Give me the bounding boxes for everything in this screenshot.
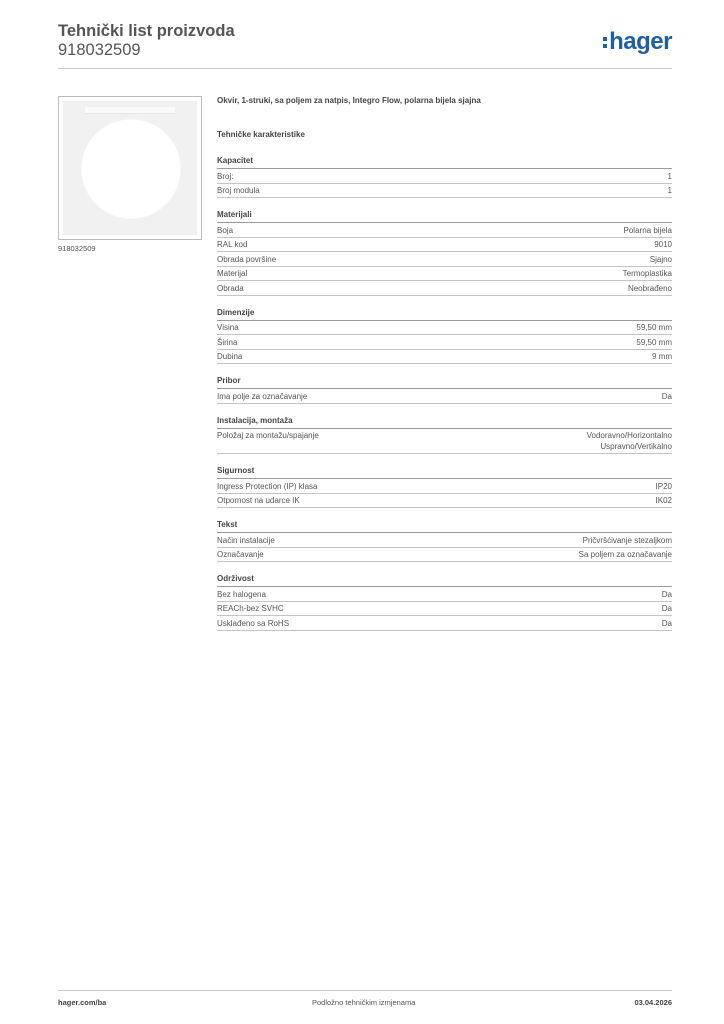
spec-value (662, 603, 672, 614)
image-caption: 918032509 (58, 244, 96, 253)
spec-value-line: IK02 (655, 496, 672, 505)
spec-content (217, 96, 672, 642)
spec-key: Otpornost na udarce IK (217, 496, 300, 505)
spec-row (217, 321, 672, 336)
spec-row (217, 335, 672, 350)
header-divider (58, 68, 672, 69)
section-title: Tekst (217, 519, 672, 533)
spec-row (217, 548, 672, 563)
section-title: Materijali (217, 209, 672, 223)
spec-section (217, 209, 672, 296)
spec-value (662, 618, 672, 629)
spec-section (217, 375, 672, 404)
spec-row (217, 602, 672, 617)
spec-subtitle: Tehničke karakteristike (217, 130, 305, 139)
spec-key: Način instalacije (217, 535, 275, 545)
footer-date: 03.04.2026 (634, 998, 672, 1007)
product-description: Okvir, 1-struki, sa poljem za natpis, Integro Flow, polarna bijela sjajna (217, 96, 481, 105)
page-title: Tehnički list proizvoda (58, 22, 235, 40)
spec-key: Ima polje za označavanje (217, 391, 308, 401)
label-field (85, 107, 175, 114)
footer-note: Podložno tehničkim izmjenama (312, 998, 416, 1007)
spec-value (579, 549, 672, 560)
spec-row (217, 494, 672, 509)
section-title: Dimenzije (217, 307, 672, 321)
spec-section (217, 573, 672, 631)
spec-value-line: 9010 (654, 240, 672, 249)
spec-key: RAL kod (217, 240, 248, 249)
spec-value-line: Termoplastika (622, 269, 672, 278)
spec-value (628, 283, 672, 294)
spec-section (217, 155, 672, 198)
spec-value-line: 59,50 mm (636, 337, 672, 347)
spec-value (650, 254, 672, 265)
spec-value (623, 268, 672, 279)
spec-key: Obrada (217, 283, 244, 293)
spec-value-line: Neobrađeno (627, 283, 672, 293)
spec-key: Položaj za montažu/spajanje (217, 431, 319, 440)
spec-value (583, 535, 672, 546)
hager-logo (603, 28, 672, 56)
spec-row (217, 429, 672, 455)
spec-row (217, 252, 672, 267)
spec-value (624, 225, 672, 236)
spec-key: Bez halogena (217, 589, 266, 599)
spec-value (652, 351, 672, 362)
spec-key: Broj: (217, 171, 234, 181)
spec-value-line: 1 (667, 186, 672, 195)
section-title: Kapacitet (217, 155, 672, 169)
spec-row (217, 587, 672, 602)
spec-value (587, 430, 672, 452)
spec-value (656, 481, 672, 492)
product-image (58, 96, 202, 240)
section-title: Sigurnost (217, 465, 672, 479)
spec-value (662, 391, 672, 402)
spec-row (217, 616, 672, 631)
spec-row (217, 350, 672, 365)
logo-text: hager (609, 28, 672, 55)
footer-divider (58, 990, 672, 991)
logo-dots-icon (603, 37, 607, 48)
spec-section (217, 519, 672, 562)
spec-value-line: Da (661, 391, 672, 401)
spec-key: Boja (217, 225, 234, 235)
section-title: Održivost (217, 573, 672, 587)
spec-value-line: Sa poljem za označavanje (578, 550, 672, 559)
spec-row (217, 533, 672, 548)
spec-value-line: Da (661, 589, 672, 599)
spec-section (217, 307, 672, 365)
spec-value (662, 589, 672, 600)
spec-value-line: 9 mm (652, 352, 672, 361)
spec-key: Usklađeno sa RoHS (217, 618, 290, 628)
spec-value-line: Pričvršćivanje stezaljkom (582, 535, 672, 545)
spec-value (656, 495, 672, 506)
spec-key: Označavanje (217, 550, 264, 559)
spec-value-line: Uspravno/Vertikalno (600, 442, 672, 451)
spec-value-line: 59,50 mm (636, 323, 672, 332)
spec-row (217, 184, 672, 199)
spec-key: Širina (217, 337, 238, 347)
footer-website: hager.com/ba (58, 998, 107, 1007)
product-code: 918032509 (58, 41, 141, 59)
spec-value-line: 1 (667, 171, 672, 181)
spec-sections (217, 155, 672, 631)
spec-row (217, 267, 672, 282)
spec-value-line: Sjajno (649, 254, 672, 264)
spec-section (217, 415, 672, 455)
spec-value (654, 239, 672, 250)
spec-value (636, 337, 672, 348)
spec-row (217, 281, 672, 296)
page-header (58, 22, 672, 60)
spec-row (217, 169, 672, 184)
spec-key: Dubina (217, 352, 243, 361)
spec-row (217, 238, 672, 253)
spec-key: REACh-bez SVHC (217, 604, 284, 613)
spec-value (668, 185, 672, 196)
spec-key: Visina (217, 323, 239, 332)
spec-value (636, 322, 672, 333)
spec-row (217, 223, 672, 238)
spec-key: Broj modula (217, 186, 260, 195)
frame-surface (63, 101, 197, 235)
spec-value-line: Da (661, 618, 672, 628)
spec-row (217, 479, 672, 494)
spec-value-line: Vodoravno/Horizontalno (586, 431, 672, 440)
spec-value-line: Polarna bijela (623, 225, 672, 235)
spec-value-line: Da (661, 604, 672, 613)
section-title: Instalacija, montaža (217, 415, 672, 429)
frame-opening (81, 119, 181, 219)
spec-key: Materijal (217, 269, 248, 278)
spec-key: Obrada površine (217, 254, 277, 264)
spec-value-line: IP20 (655, 481, 672, 491)
spec-value (668, 171, 672, 182)
spec-key: Ingress Protection (IP) klasa (217, 481, 318, 491)
section-title: Pribor (217, 375, 672, 389)
spec-section (217, 465, 672, 508)
spec-row (217, 389, 672, 404)
